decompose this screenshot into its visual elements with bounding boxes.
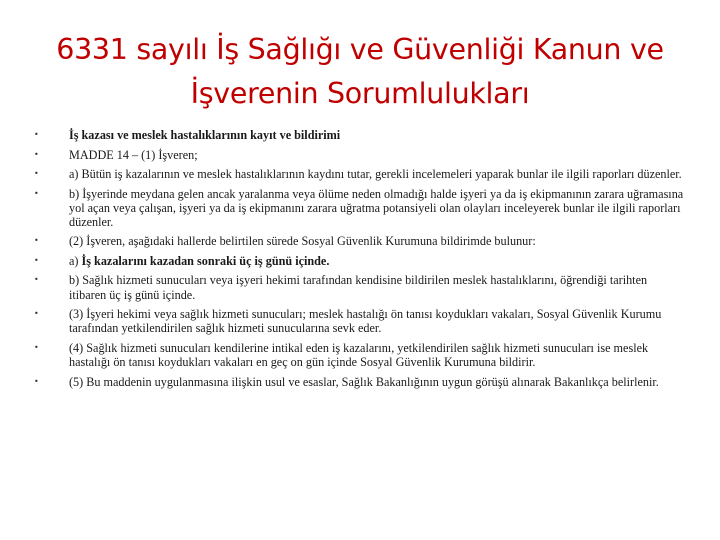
list-item-text: (3) İşyeri hekimi veya sağlık hizmeti sunucuları; meslek hastalığı ön tanısı koydukları vakaları, Sosyal Güvenlik Kurumu tarafından yetkilendirilen sağlık hizmeti sunucularına sevk eder. xyxy=(69,307,662,336)
bullet-icon: • xyxy=(34,130,39,139)
list-item xyxy=(34,273,686,301)
title-line-1: 6331 sayılı İş Sağlığı ve Güvenliği Kanun ve xyxy=(56,33,664,66)
list-item xyxy=(34,187,686,230)
list-item xyxy=(34,341,686,369)
list-item xyxy=(34,234,686,248)
bullet-icon: • xyxy=(34,342,39,352)
list-item xyxy=(34,254,686,268)
list-item-text: (5) Bu maddenin uygulanmasına ilişkin usul ve esaslar, Sağlık Bakanlığının uygun görüşü alınarak Bakanlıkça belirlenir. xyxy=(69,374,659,389)
bullet-icon: • xyxy=(34,376,39,386)
list-item xyxy=(34,307,686,335)
list-item-text: b) İşyerinde meydana gelen ancak yaralanma veya ölüme neden olmadığı halde işyeri ya da iş ekipmanının zarara uğramasına yol açan veya çalışan, işyeri ya da iş ekipmanını zarara uğratma potansiyeli olan olayları inceleyerek bunlar ile ilgili raporları düzenler. xyxy=(69,186,684,229)
list-item-text: a) Bütün iş kazalarının ve meslek hastalıklarının kaydını tutar, gerekli incelemeleri yaparak bunlar ile ilgili raporları düzenler. xyxy=(69,167,682,181)
bullet-icon: • xyxy=(34,275,39,285)
list-item-prefix: a) xyxy=(69,253,82,268)
list-item xyxy=(34,148,686,162)
list-item-text: MADDE 14 – (1) İşveren; xyxy=(69,147,198,162)
list-item xyxy=(34,128,686,142)
slide-title xyxy=(40,28,680,116)
bullet-list xyxy=(34,128,686,394)
list-item-text: b) Sağlık hizmeti sunucuları veya işyeri hekimi tarafından kendisine bildirilen meslek hastalıklarını, öğrendiği tarihten itibaren üç iş günü içinde. xyxy=(69,273,648,302)
bullet-icon: • xyxy=(34,309,39,319)
bullet-icon: • xyxy=(34,188,39,198)
list-item-emphasis: İş kazalarını kazadan sonraki üç iş günü içinde. xyxy=(81,253,330,268)
list-item xyxy=(34,375,686,389)
bullet-icon: • xyxy=(34,236,39,246)
list-item xyxy=(34,167,686,181)
section-heading: İş kazası ve meslek hastalıklarının kayıt ve bildirimi xyxy=(69,128,341,142)
bullet-icon: • xyxy=(34,169,39,178)
bullet-icon: • xyxy=(34,149,39,159)
title-line-2: İşverenin Sorumlulukları xyxy=(190,77,530,110)
list-item-text: (4) Sağlık hizmeti sunucuları kendilerine intikal eden iş kazalarını, yetkilendirilen sağlık hizmeti sunucuları ise meslek hastalığı ön tanısı koydukları vakaları en geç on gün içinde Sosyal Güvenlik Kurumuna bildirir. xyxy=(69,340,649,370)
list-item-text: (2) İşveren, aşağıdaki hallerde belirtilen sürede Sosyal Güvenlik Kurumuna bildirimde bulunur: xyxy=(69,234,536,249)
bullet-icon: • xyxy=(34,255,39,265)
